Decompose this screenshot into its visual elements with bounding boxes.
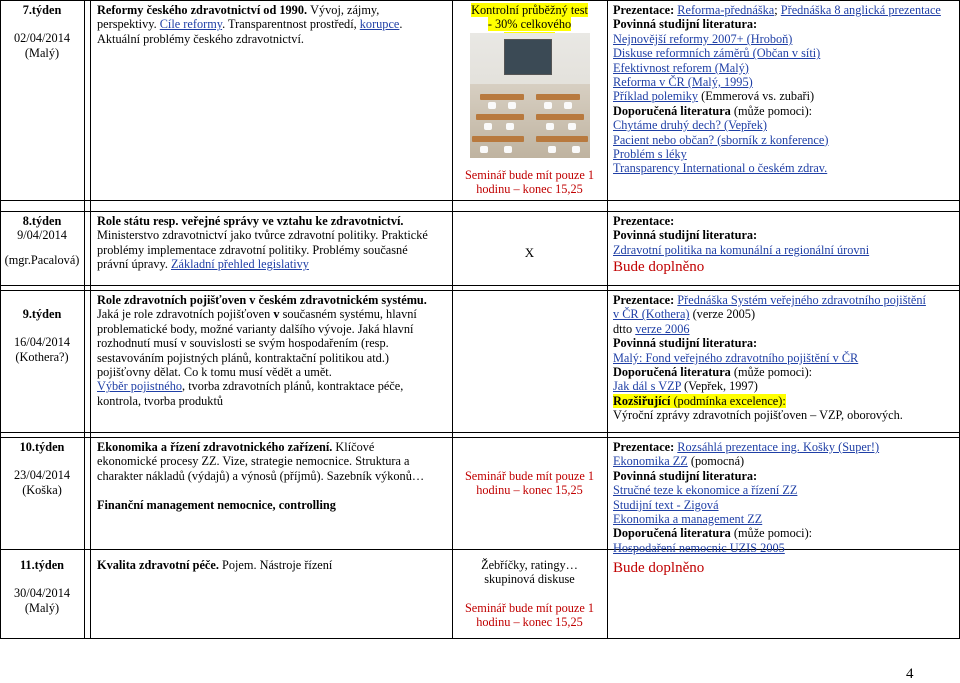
literature-link[interactable]: Pacient nebo občan? (sborník z konference) [613, 132, 829, 147]
text-line [97, 469, 447, 483]
literature-cell-4 [613, 440, 953, 555]
text-line [613, 408, 953, 422]
text-line [97, 365, 447, 379]
text-line [97, 228, 447, 242]
text-line [97, 483, 447, 497]
text-line [613, 214, 953, 228]
text-line [97, 440, 447, 454]
literature-link[interactable]: Malý: Fond veřejného zdravotního pojištění v ČR [613, 350, 859, 365]
test-line: Kontrolní průběžný test [471, 3, 588, 17]
text-line [97, 214, 447, 228]
text-span: Finanční management nemocnice, controlling [97, 497, 336, 512]
text-span: Vývoj, zájmy, [310, 3, 380, 17]
seminar-line: hodinu – konec 15,25 [476, 182, 583, 197]
literature-link[interactable]: Přednáška Systém veřejného zdravotního pojištění [677, 293, 926, 307]
week-label: 11.týden [19, 558, 65, 572]
text-span: sestavováním pojistných plánů, kontraktační politikou atd.) [97, 350, 389, 365]
text-line [613, 498, 953, 512]
text-line [97, 17, 447, 31]
week-label: 10.týden [19, 440, 65, 454]
text-line [613, 118, 953, 132]
test-line: - 30% celkového [487, 17, 572, 32]
text-line [613, 161, 953, 175]
text-line [97, 3, 447, 17]
literature-link[interactable]: Ekonomika a management ZZ [613, 512, 763, 527]
literature-link[interactable]: Reforma-přednáška [677, 3, 775, 17]
text-span: (podmínka excelence): [670, 393, 786, 408]
literature-link[interactable]: Zdravotní politika na komunální a regionální úrovni [613, 242, 870, 257]
text-line [97, 454, 447, 468]
topic-cell-3 [97, 293, 447, 408]
text-span: Výroční zprávy zdravotních pojišťoven – VZP, oborových. [613, 408, 903, 423]
week-cell-5 [3, 558, 81, 615]
seminar-note-1 [457, 168, 602, 197]
text-span: perspektivy. [97, 17, 160, 32]
blackboard-shape [504, 39, 552, 75]
text-span: Prezentace: [613, 293, 678, 307]
seminar-note-5 [457, 601, 602, 630]
text-line [613, 3, 953, 17]
text-line [613, 75, 953, 89]
week-lecturer: (mgr.Pacalová) [4, 252, 80, 267]
text-line [613, 379, 953, 393]
text-span: Povinná studijní literatura: [613, 17, 758, 32]
text-span: Role státu resp. veřejné správy ve vztahu ke zdravotnictví. [97, 214, 404, 228]
text-span: Klíčové [332, 440, 375, 454]
classroom-photo [470, 33, 590, 158]
week-lecturer: (Malý) [24, 45, 60, 60]
literature-link[interactable]: Jak dál s VZP [613, 379, 681, 394]
text-span: . Transparentnost prostředí, [222, 17, 360, 32]
literature-link[interactable]: Výběr pojistného [97, 379, 183, 394]
week-lecturer: (Malý) [24, 600, 60, 615]
text-span: Doporučená literatura [613, 365, 731, 380]
seminar-line: hodinu – konec 15,25 [476, 615, 583, 630]
text-line [613, 469, 953, 483]
literature-link[interactable]: Studijní text - Zigová [613, 497, 719, 512]
literature-link[interactable]: Nejnovější reformy 2007+ (Hroboň) [613, 31, 793, 46]
text-line [613, 17, 953, 31]
literature-link[interactable]: Hospodaření nemocnic UZIS 2005 [613, 540, 785, 555]
text-line [613, 89, 953, 103]
floor-shape [470, 84, 590, 158]
topic-cell-1 [97, 3, 447, 46]
text-line [613, 322, 953, 336]
text-span: Prezentace: [613, 440, 678, 454]
text-span: Reformy českého zdravotnictví od 1990. [97, 3, 311, 17]
text-line [613, 61, 953, 75]
text-span: dtto [613, 321, 636, 336]
text-span: ; [774, 3, 781, 17]
text-line [97, 322, 447, 336]
literature-link[interactable]: Ekonomika ZZ [613, 454, 688, 469]
text-line [613, 394, 953, 408]
text-span: současném systému, hlavní [279, 307, 417, 322]
text-line [97, 293, 447, 307]
text-line [613, 365, 953, 379]
text-span: Prezentace: [613, 3, 678, 17]
seminar-line: hodinu – konec 15,25 [476, 483, 583, 498]
literature-link[interactable]: Chytáme druhý dech? (Vepřek) [613, 118, 767, 133]
text-span: Bude doplněno [613, 259, 705, 276]
text-span: (verze 2005) [689, 307, 756, 322]
week-lecturer: (Kothera?) [15, 349, 69, 364]
text-span: Ministerstvo zdravotnictví jako tvůrce zdravotní politiky. Praktické [97, 228, 428, 243]
text-line [613, 32, 953, 46]
text-span: (může pomoci): [730, 103, 813, 118]
week-cell-2 [3, 214, 81, 267]
text-line [97, 307, 447, 321]
text-span: charakter nákladů (výdajů) a výnosů (příjmů). Sazebník výkonů… [97, 468, 425, 483]
text-line [97, 394, 447, 408]
literature-link[interactable]: Základní přehled legislativy [171, 257, 309, 272]
literature-link[interactable]: Reforma v ČR (Malý, 1995) [613, 75, 753, 90]
text-span: (pomocná) [687, 454, 745, 469]
text-span: (Vepřek, 1997) [680, 379, 758, 394]
literature-link[interactable]: Problém s léky [613, 147, 687, 162]
text-line [613, 46, 953, 60]
week-cell-4 [3, 440, 81, 497]
text-line [613, 257, 953, 277]
text-span: rozhodnutí musí v souvislosti se svým hospodařením (resp. [97, 336, 389, 351]
week-date: 16/04/2014 [13, 335, 71, 350]
text-line [613, 293, 953, 307]
text-span: Prezentace: [613, 214, 675, 228]
literature-cell-3 [613, 293, 953, 423]
text-line [613, 133, 953, 147]
week-date: 9/04/2014 [17, 228, 67, 243]
text-span: . [399, 17, 403, 32]
text-span: (Emmerová vs. zubaři) [698, 89, 815, 104]
topic-cell-5 [97, 558, 447, 572]
literature-link[interactable]: Přednáška 8 anglická prezentace [780, 3, 941, 17]
week-label: 7.týden [22, 3, 62, 17]
text-span: (může pomoci): [730, 365, 813, 380]
literature-link[interactable]: Transparency International o českém zdrav. [613, 161, 828, 176]
text-line [97, 379, 447, 393]
seminar-line: Seminář bude mít pouze 1 [464, 601, 595, 615]
seminar-note-4 [457, 469, 602, 498]
week-cell-3 [3, 307, 81, 364]
literature-link[interactable]: Efektivnost reforem (Malý) [613, 60, 749, 75]
text-line [613, 228, 953, 242]
text-span: Bude doplněno [613, 560, 705, 576]
literature-link[interactable]: Stručné teze k ekonomice a řízení ZZ [613, 483, 798, 498]
literature-cell-2 [613, 214, 953, 277]
text-line [97, 257, 447, 271]
text-span: pojišťovny dělat. Co k tomu musí vědět a umět. [97, 365, 332, 380]
literature-cell-5 [613, 558, 953, 578]
week-cell-1 [3, 3, 81, 60]
text-span: (může pomoci): [730, 526, 813, 541]
text-span: Povinná studijní literatura: [613, 228, 758, 243]
text-span: Role zdravotních pojišťoven v českém zdravotnickém systému. [97, 293, 427, 307]
text-line [613, 454, 953, 468]
text-line [613, 336, 953, 350]
text-span: ekonomické procesy ZZ. Vize, strategie nemocnice. Struktura a [97, 454, 410, 469]
literature-link[interactable]: Cíle reformy [159, 17, 223, 32]
text-span: Rozšiřující [613, 393, 671, 408]
literature-cell-1 [613, 3, 953, 176]
text-span: , tvorba zdravotních plánů, kontraktace péče, [182, 379, 404, 394]
text-line [613, 351, 953, 365]
text-span: kontrola, tvorba produktů [97, 393, 224, 408]
text-span: problematické body, možné varianty dalšího vývoje. Jaká hlavní [97, 321, 414, 336]
text-line [97, 558, 447, 572]
text-line [613, 307, 953, 321]
seminar-line: Seminář bude mít pouze 1 [464, 168, 595, 182]
text-line [97, 336, 447, 350]
week-date: 02/04/2014 [13, 31, 71, 46]
topic-cell-4 [97, 440, 447, 512]
text-line [97, 498, 447, 512]
week-date: 23/04/2014 [13, 468, 71, 483]
text-span: Doporučená literatura [613, 103, 731, 118]
week-label: 8.týden [22, 214, 62, 228]
text-line [613, 526, 953, 540]
text-line [613, 243, 953, 257]
literature-link[interactable]: v ČR (Kothera) [613, 307, 690, 322]
week-date: 30/04/2014 [13, 586, 71, 601]
week-label: 9.týden [22, 307, 62, 321]
text-line [613, 512, 953, 526]
text-span: Jaká je role zdravotních pojišťoven [97, 307, 274, 322]
group-discussion-cell [457, 558, 602, 587]
text-span: Povinná studijní literatura: [613, 468, 758, 483]
week-lecturer: (Koška) [22, 482, 62, 497]
text-line [613, 483, 953, 497]
page-number: 4 [906, 666, 914, 682]
literature-link[interactable]: korupce [359, 17, 400, 32]
text-line [613, 440, 953, 454]
literature-link[interactable]: Diskuse reformních záměrů (Občan v síti) [613, 46, 821, 61]
literature-link[interactable]: Rozsáhlá prezentace ing. Košky (Super!) [677, 440, 880, 454]
text-span: Kvalita zdravotní péče. [97, 558, 219, 572]
text-span: Povinná studijní literatura: [613, 336, 758, 351]
text-line [97, 243, 447, 257]
text-span: Doporučená literatura [613, 526, 731, 541]
text-span: Aktuální problémy českého zdravotnictví. [97, 31, 304, 46]
text-line [613, 541, 953, 555]
no-test-mark: X [524, 245, 535, 260]
discussion-line: Žebříčky, ratingy… [481, 558, 578, 572]
text-span: právní úpravy. [97, 257, 171, 272]
text-line [97, 351, 447, 365]
literature-link[interactable]: verze 2006 [635, 321, 690, 336]
text-line [613, 147, 953, 161]
text-span: Pojem. Nástroje řízení [218, 558, 333, 572]
text-span: v [273, 307, 280, 322]
literature-link[interactable]: Příklad polemiky [613, 89, 699, 104]
text-span: problémy implementace zdravotní politiky. Problémy současné [97, 242, 408, 257]
text-line [97, 32, 447, 46]
text-line [613, 558, 953, 578]
topic-cell-2 [97, 214, 447, 272]
text-line [613, 104, 953, 118]
seminar-line: Seminář bude mít pouze 1 [464, 469, 595, 483]
text-span: Ekonomika a řízení zdravotnického zařízení. [97, 440, 333, 454]
discussion-line: skupinová diskuse [484, 572, 575, 587]
